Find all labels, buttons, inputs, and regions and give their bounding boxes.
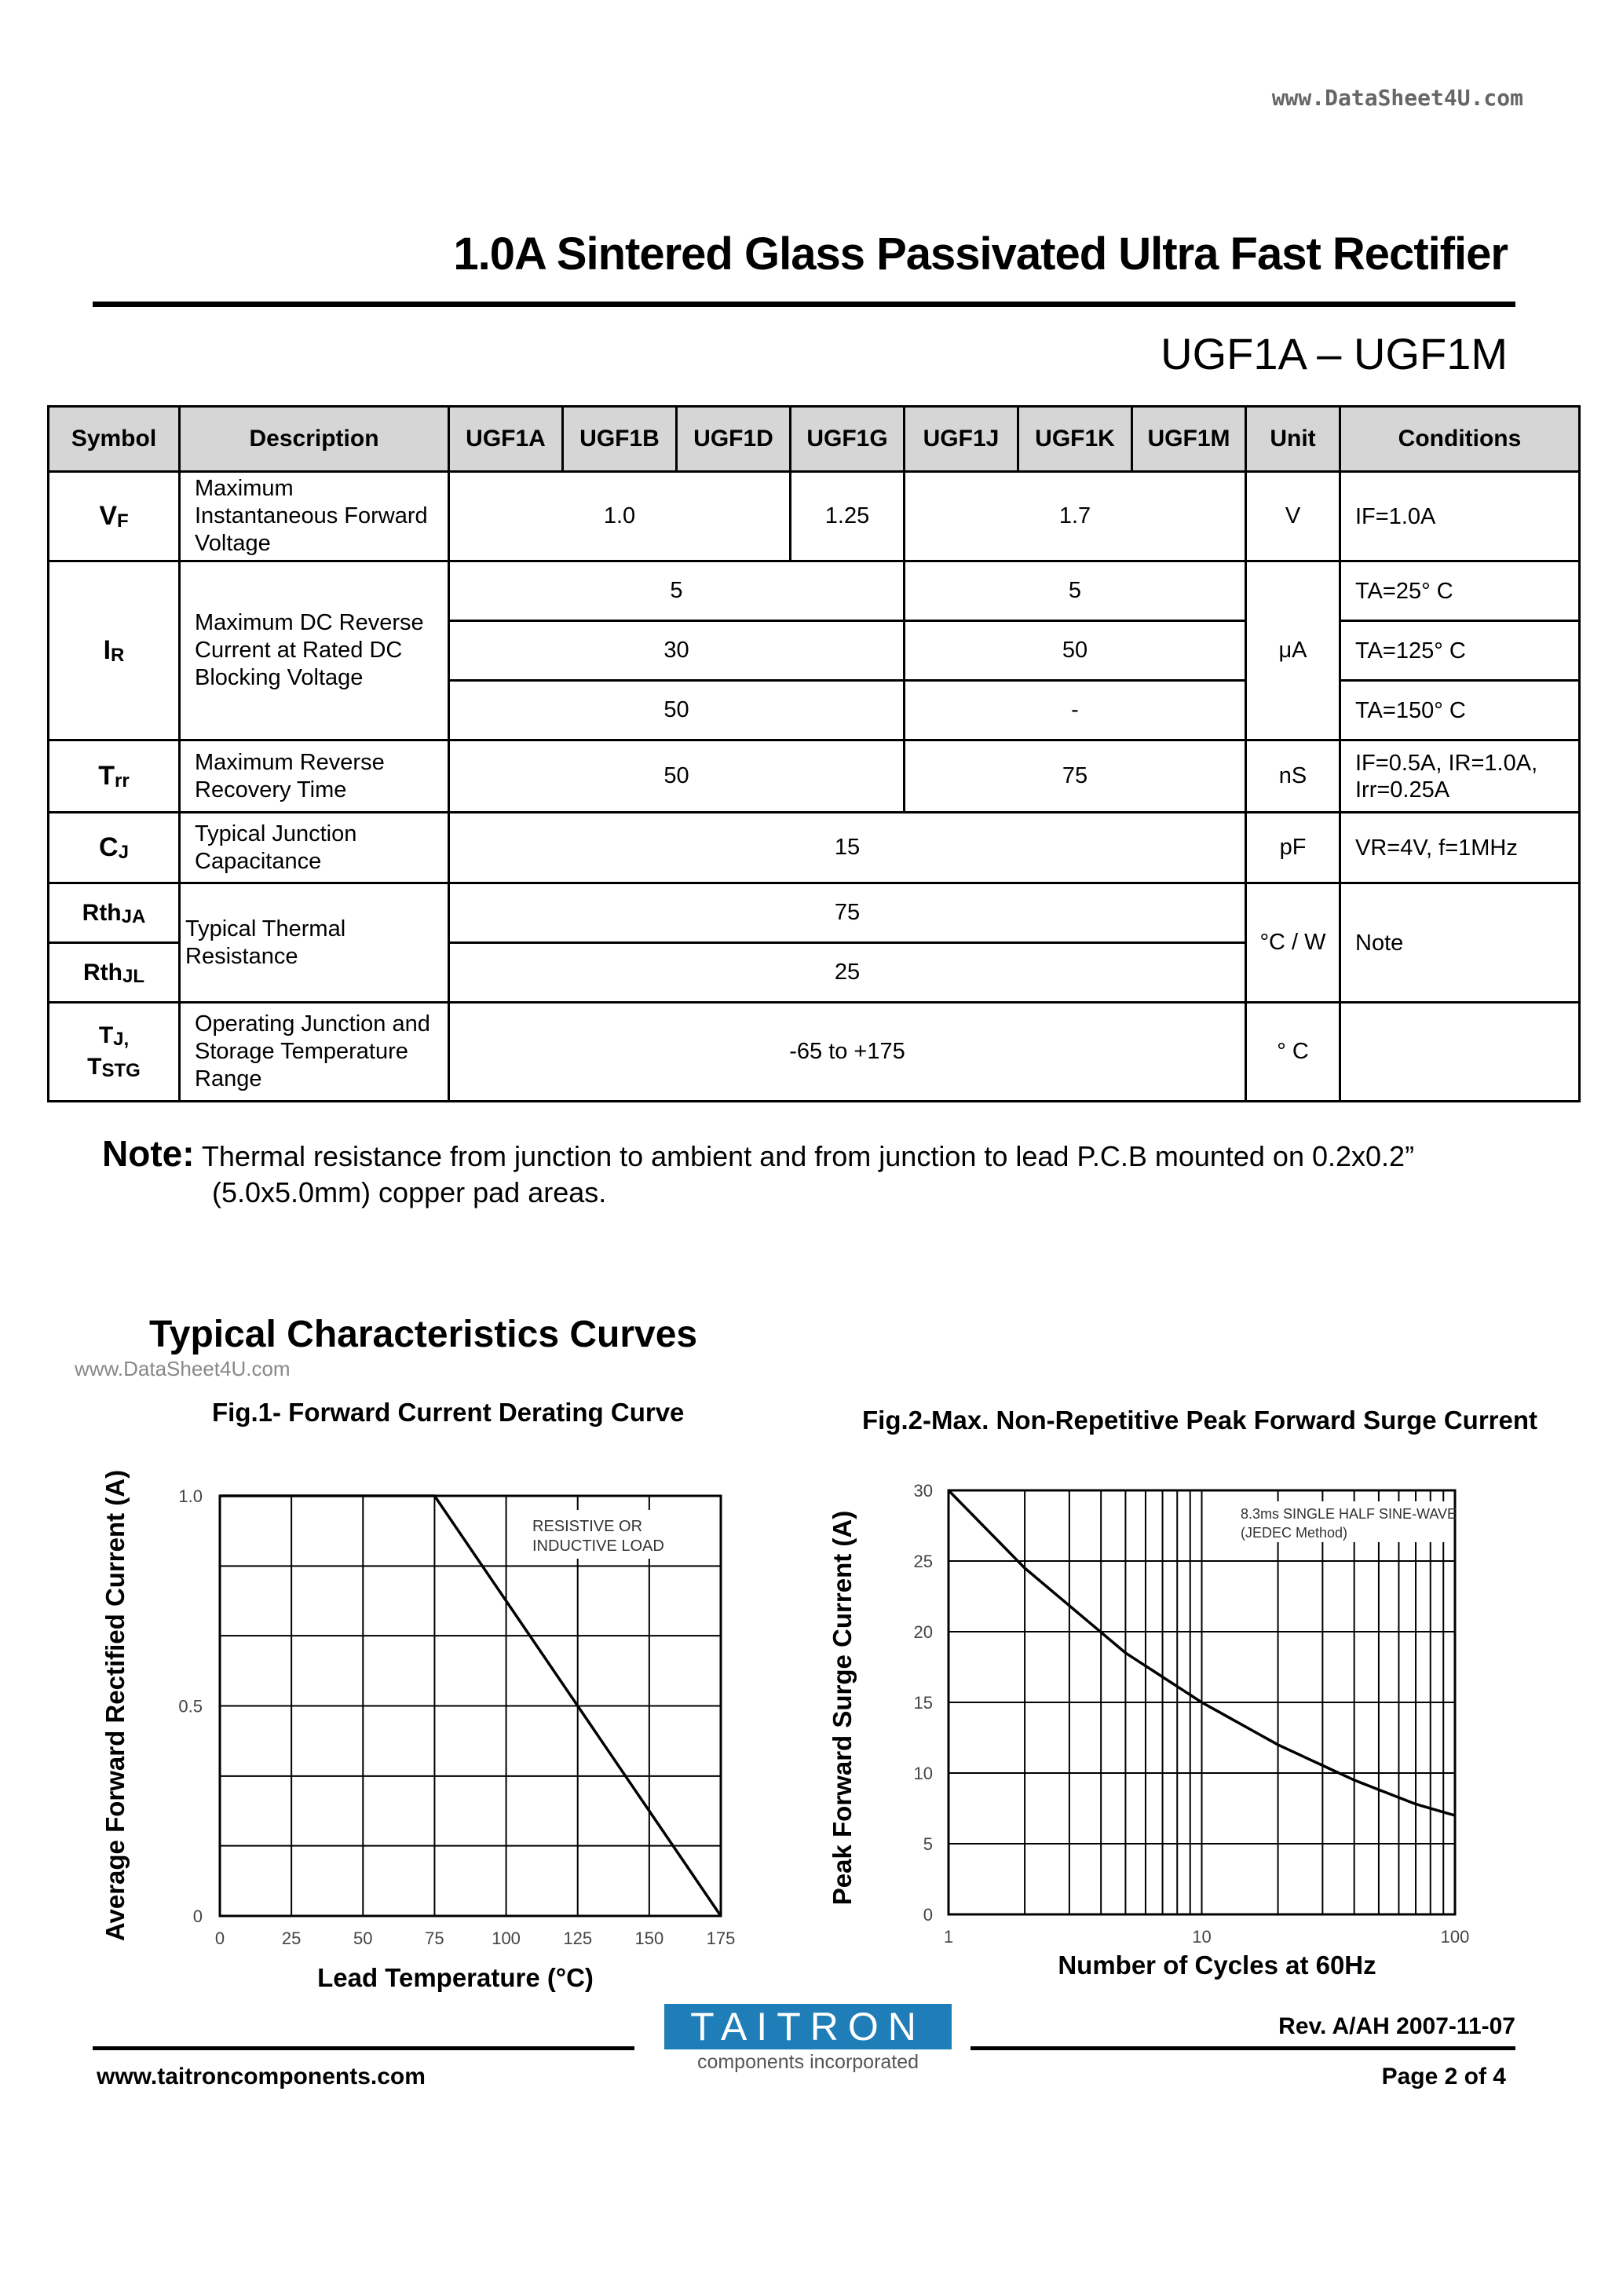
table-row	[49, 472, 1580, 561]
footer-divider	[93, 2046, 634, 2050]
header-description: Description	[180, 407, 449, 472]
condition-cell: Note	[1340, 883, 1580, 1003]
condition-cell	[1340, 1003, 1580, 1102]
taitron-logo: TAITRON	[664, 2004, 952, 2049]
x-tick-label: 1	[943, 1927, 954, 1947]
value-cell: 1.0	[449, 472, 791, 561]
value-cell: -	[905, 681, 1246, 740]
note-text: Thermal resistance from junction to ambient and from junction to lead P.C.B mounted on 0.2x0.2”	[201, 1140, 1415, 1172]
value-cell: 15	[449, 813, 1246, 883]
y-tick-label: 25	[913, 1552, 933, 1571]
symbol-rthja: Rth$_{JA}$	[49, 883, 180, 943]
condition-cell: TA=125° C	[1340, 621, 1580, 681]
fig1-chart	[79, 1453, 769, 2002]
y-tick-label: 5	[923, 1834, 933, 1854]
y-tick-label: 1.0	[178, 1486, 203, 1506]
x-tick-label: 175	[706, 1929, 736, 1948]
header-ugf1j: UGF1J	[905, 407, 1018, 472]
description-cell: Operating Junction and Storage Temperature Range	[180, 1003, 449, 1102]
annotation-line: RESISTIVE OR	[532, 1518, 643, 1535]
footer-website-link[interactable]: www.taitroncomponents.com	[97, 2064, 426, 2089]
footer-divider	[971, 2046, 1515, 2050]
x-tick-label: 75	[425, 1929, 444, 1948]
annotation-line: 8.3ms SINGLE HALF SINE-WAVE	[1241, 1506, 1457, 1522]
value-cell: 1.25	[791, 472, 905, 561]
header-symbol: Symbol	[49, 407, 180, 472]
table-row	[49, 883, 1580, 943]
value-cell: 5	[905, 561, 1246, 621]
annotation-line: (JEDEC Method)	[1241, 1525, 1348, 1541]
symbol-trr: $T_{rr}$	[49, 740, 180, 813]
y-tick-label: 20	[913, 1622, 933, 1642]
note-text-continued: (5.0x5.0mm) copper pad areas.	[212, 1176, 607, 1208]
header-ugf1g: UGF1G	[791, 407, 905, 472]
y-axis-label: Peak Forward Surge Current (A)	[828, 1510, 857, 1906]
unit-cell: nS	[1246, 740, 1340, 813]
watermark-text: www.DataSheet4U.com	[75, 1357, 291, 1380]
condition-cell: VR=4V, f=1MHz	[1340, 813, 1580, 883]
part-number-range: UGF1A – UGF1M	[1161, 329, 1508, 378]
description-cell: Maximum Reverse Recovery Time	[180, 740, 449, 813]
document-title: 1.0A Sintered Glass Passivated Ultra Fast Rectifier	[453, 229, 1508, 280]
spec-table	[47, 405, 1581, 1102]
condition-cell: IF=0.5A, IR=1.0A, Irr=0.25A	[1340, 740, 1580, 813]
x-tick-label: 100	[492, 1929, 521, 1948]
unit-cell: V	[1246, 472, 1340, 561]
value-cell: 25	[449, 943, 1246, 1003]
section-heading: Typical Characteristics Curves	[149, 1314, 698, 1355]
condition-cell: IF=1.0A	[1340, 472, 1580, 561]
value-cell: 50	[449, 740, 905, 813]
unit-cell: °C / W	[1246, 883, 1340, 1003]
y-tick-label: 10	[913, 1764, 933, 1783]
header-conditions: Conditions	[1340, 407, 1580, 472]
x-tick-label: 150	[634, 1929, 664, 1948]
unit-cell: pF	[1246, 813, 1340, 883]
header-ugf1d: UGF1D	[677, 407, 791, 472]
fig2-title: Fig.2-Max. Non-Repetitive Peak Forward Surge Current	[862, 1406, 1537, 1435]
x-axis-label: Lead Temperature (°C)	[317, 1963, 594, 1992]
header-ugf1b: UGF1B	[563, 407, 677, 472]
unit-cell: μA	[1246, 561, 1340, 740]
annotation-line: INDUCTIVE LOAD	[532, 1537, 664, 1555]
description-cell: Maximum DC Reverse Current at Rated DC Blocking Voltage	[180, 561, 449, 740]
watermark-text: www.DataSheet4U.com	[1271, 85, 1523, 111]
revision-label: Rev. A/AH 2007-11-07	[1278, 2013, 1515, 2039]
note-label: Note:	[102, 1133, 195, 1174]
value-cell: 50	[905, 621, 1246, 681]
x-tick-label: 10	[1192, 1927, 1212, 1947]
y-axis-label: Average Forward Rectified Current (A)	[101, 1469, 130, 1942]
symbol-ir: $I_R$	[49, 561, 180, 740]
tick-labels	[914, 1481, 1470, 1947]
header-ugf1m: UGF1M	[1132, 407, 1246, 472]
value-cell: 50	[449, 681, 905, 740]
value-cell: 30	[449, 621, 905, 681]
table-header-row	[49, 407, 1580, 472]
value-cell: 5	[449, 561, 905, 621]
y-tick-label: 0	[192, 1907, 203, 1926]
condition-cell: TA=25° C	[1340, 561, 1580, 621]
unit-cell: ° C	[1246, 1003, 1340, 1102]
x-tick-label: 25	[281, 1929, 302, 1948]
fig1-title: Fig.1- Forward Current Derating Curve	[212, 1398, 685, 1427]
y-tick-label: 0.5	[178, 1696, 203, 1717]
table-row	[49, 1003, 1580, 1102]
header-ugf1a: UGF1A	[449, 407, 563, 472]
condition-cell: TA=150° C	[1340, 681, 1580, 740]
y-tick-label: 0	[923, 1905, 933, 1925]
symbol-vf: $V_F$	[49, 472, 180, 561]
note-block	[102, 1135, 1515, 1211]
x-tick-label: 100	[1440, 1927, 1470, 1947]
fig2-chart	[817, 1453, 1539, 2002]
description-cell: Maximum Instantaneous Forward Voltage	[180, 472, 449, 561]
x-tick-label: 125	[563, 1929, 593, 1948]
logo-tagline: components incorporated	[696, 2051, 919, 2073]
symbol-tj-tstg: $T_{J,}$ $T_{STG}$	[49, 1003, 180, 1102]
table-row	[49, 740, 1580, 813]
x-axis-label: Number of Cycles at 60Hz	[1058, 1951, 1376, 1980]
description-cell: Typical Junction Capacitance	[180, 813, 449, 883]
title-divider	[93, 302, 1515, 307]
x-tick-label: 50	[353, 1929, 373, 1948]
value-cell: 1.7	[905, 472, 1246, 561]
table-row	[49, 813, 1580, 883]
y-tick-label: 15	[913, 1693, 933, 1713]
symbol-cj: $C_J$	[49, 813, 180, 883]
description-cell: Typical Thermal Resistance	[180, 883, 449, 1003]
y-tick-label: 30	[913, 1481, 933, 1501]
value-cell: 75	[905, 740, 1246, 813]
header-unit: Unit	[1246, 407, 1340, 472]
value-cell: -65 to +175	[449, 1003, 1246, 1102]
x-tick-label: 0	[214, 1929, 225, 1948]
symbol-rthjl: Rth$_{JL}$	[49, 943, 180, 1003]
table-row	[49, 561, 1580, 621]
page-number: Page 2 of 4	[1381, 2064, 1506, 2089]
grid	[220, 1496, 721, 1916]
header-ugf1k: UGF1K	[1018, 407, 1132, 472]
value-cell: 75	[449, 883, 1246, 943]
